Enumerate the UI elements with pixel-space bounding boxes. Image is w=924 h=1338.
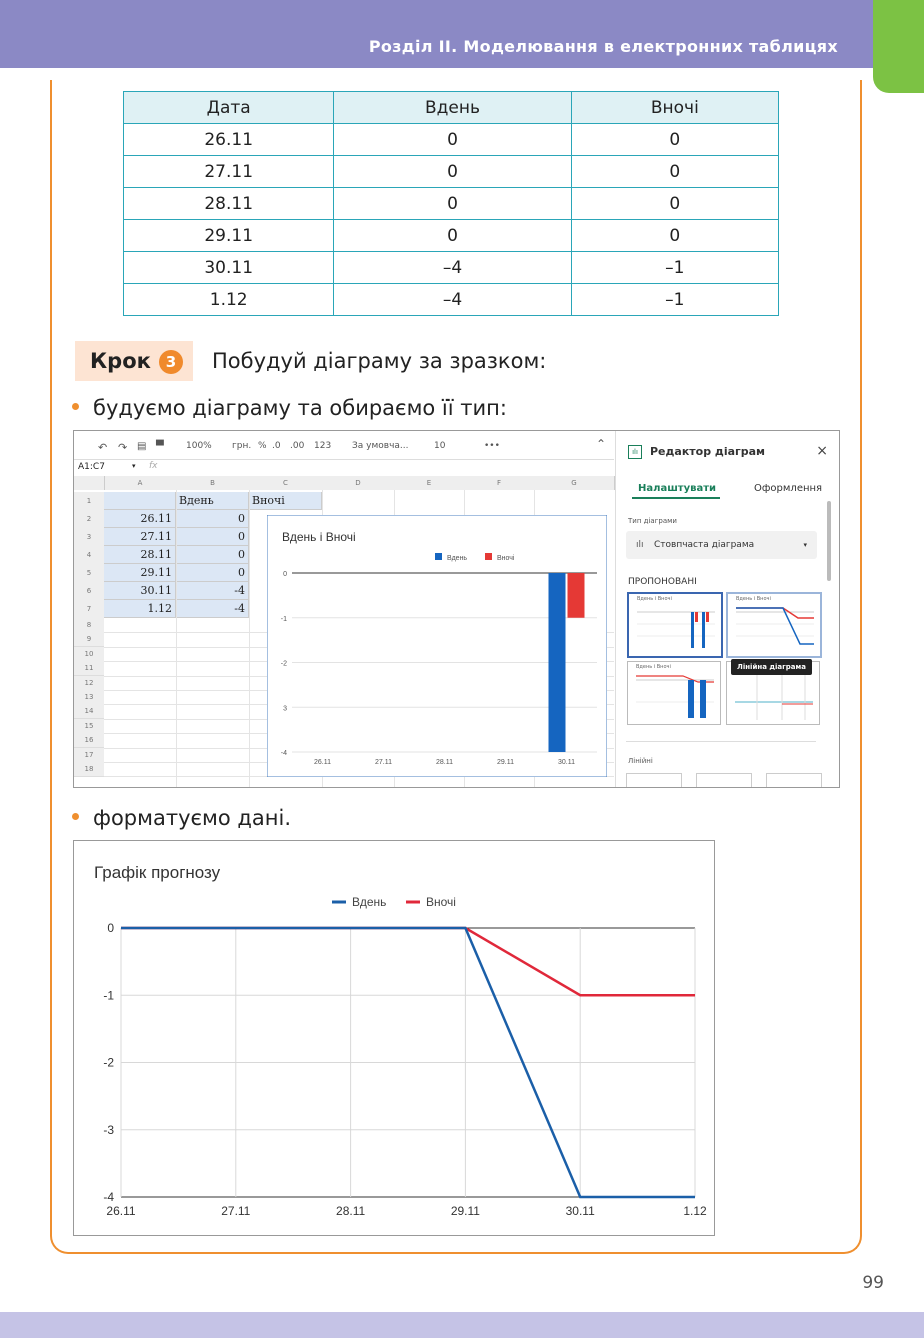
font-size-select[interactable]: 10 <box>434 441 446 451</box>
y-tick-label: 0 <box>283 571 287 578</box>
x-tick-label: 26.11 <box>106 1204 136 1218</box>
legend-label: Вдень <box>447 555 468 562</box>
paint-format-icon[interactable]: ▀ <box>156 441 164 452</box>
chart-grid <box>121 928 695 1197</box>
y-tick-label: -2 <box>280 660 287 668</box>
sheet-cell[interactable]: 27.11 <box>104 528 176 546</box>
editor-title: Редактор діаграм <box>650 445 766 458</box>
row-header[interactable]: 8 <box>74 618 104 633</box>
footer-bar <box>0 1312 924 1338</box>
x-tick-label: 30.11 <box>565 1204 595 1218</box>
legend-label: Вдень <box>352 895 387 909</box>
column-header[interactable]: F <box>464 476 535 490</box>
spreadsheet-screenshot <box>73 430 840 788</box>
formula-bar <box>74 459 614 477</box>
chevron-down-icon[interactable]: ▾ <box>132 462 136 470</box>
row-header[interactable]: 6 <box>74 582 104 601</box>
row-header[interactable]: 17 <box>74 748 104 763</box>
row-header[interactable]: 4 <box>74 546 104 565</box>
currency-button[interactable]: грн. <box>232 441 252 451</box>
chart-thumbnail-bar[interactable] <box>627 592 723 658</box>
sheet-toolbar <box>74 431 614 459</box>
row-header[interactable]: 13 <box>74 690 104 705</box>
y-tick-label: -2 <box>103 1055 114 1070</box>
table-row <box>124 124 779 156</box>
table-cell: 0 <box>571 124 778 156</box>
chevron-down-icon: ▾ <box>803 541 807 549</box>
x-tick-label: 27.11 <box>375 759 392 766</box>
x-tick-label: 29.11 <box>497 759 514 766</box>
sheet-cell[interactable]: 0 <box>176 528 249 546</box>
fx-icon: fx <box>149 461 158 471</box>
sheet-cell[interactable]: -4 <box>176 600 249 618</box>
table-header-row <box>124 92 779 124</box>
sheet-cell[interactable]: 26.11 <box>104 510 176 528</box>
y-tick-label: 0 <box>107 921 114 935</box>
close-icon[interactable]: × <box>816 443 828 459</box>
table-cell: 0 <box>571 156 778 188</box>
row-header[interactable]: 18 <box>74 762 104 777</box>
zoom-select[interactable]: 100% <box>186 441 212 451</box>
row-header[interactable]: 7 <box>74 600 104 619</box>
table-row <box>124 188 779 220</box>
row-header[interactable]: 11 <box>74 661 104 676</box>
y-tick-label: -3 <box>103 1122 114 1137</box>
column-header[interactable]: C <box>249 476 323 490</box>
suggested-label: ПРОПОНОВАНІ <box>628 577 697 587</box>
chart-thumbnail-small[interactable] <box>626 773 682 788</box>
tab-setup[interactable]: Налаштувати <box>638 483 717 494</box>
table-cell: 28.11 <box>124 188 334 220</box>
thumb-caption: Вдень і Вночі <box>636 664 671 670</box>
tab-style[interactable]: Оформлення <box>754 483 823 494</box>
sheet-cell[interactable]: Вдень <box>176 492 249 510</box>
active-tab-indicator <box>632 497 720 499</box>
row-header[interactable]: 12 <box>74 676 104 691</box>
percent-button[interactable]: % <box>258 441 267 451</box>
bullet-item <box>72 806 291 830</box>
bar-chart-icon: ılı <box>636 540 644 550</box>
x-tick-label: 28.11 <box>336 1204 366 1218</box>
chart-type-label: Тип діаграми <box>628 517 677 525</box>
collapse-icon[interactable]: ⌃ <box>596 437 607 451</box>
header-cell: Дата <box>124 92 334 124</box>
table-cell: 26.11 <box>124 124 334 156</box>
sheet-cell[interactable]: 0 <box>176 510 249 528</box>
column-header[interactable]: E <box>394 476 465 490</box>
x-tick-label: 29.11 <box>450 1204 480 1218</box>
redo-icon[interactable]: ↷ <box>118 441 128 454</box>
section-title: Розділ II. Моделювання в електронних таблицях <box>368 37 838 56</box>
row-header[interactable]: 16 <box>74 733 104 748</box>
row-header[interactable]: 5 <box>74 564 104 583</box>
column-header[interactable]: G <box>534 476 615 490</box>
table-cell: 29.11 <box>124 220 334 252</box>
legend-swatch <box>485 553 492 560</box>
more-button[interactable]: ••• <box>484 441 500 451</box>
x-tick-label: 30.11 <box>558 759 575 766</box>
table-cell: 0 <box>571 220 778 252</box>
header-cell: Вночі <box>571 92 778 124</box>
thumb-caption: Вдень і Вночі <box>736 596 771 602</box>
table-row <box>124 156 779 188</box>
print-icon[interactable]: ▤ <box>137 441 147 452</box>
sheet-cell[interactable] <box>104 492 176 510</box>
column-header[interactable]: A <box>104 476 177 490</box>
line-chart <box>74 841 714 1235</box>
sheet-cell[interactable]: 29.11 <box>104 564 176 582</box>
header-cell: Вдень <box>334 92 571 124</box>
chart-thumbnail-small[interactable] <box>696 773 752 788</box>
forecast-table <box>123 91 779 316</box>
x-tick-label: 1.12 <box>683 1204 707 1218</box>
row-header[interactable]: 14 <box>74 704 104 719</box>
sheet-cell[interactable]: 0 <box>176 546 249 564</box>
decrease-decimal-button[interactable]: .0 <box>272 441 281 451</box>
chart-axis-labels <box>103 921 707 1218</box>
step-badge <box>75 341 193 381</box>
table-row <box>124 220 779 252</box>
sheet-cell[interactable]: 28.11 <box>104 546 176 564</box>
row-header[interactable]: 10 <box>74 647 104 662</box>
chart-editor-panel <box>615 431 840 787</box>
increase-decimal-button[interactable]: .00 <box>290 441 305 451</box>
column-header[interactable]: B <box>176 476 250 490</box>
column-header[interactable]: D <box>322 476 395 490</box>
row-header[interactable]: 2 <box>74 510 104 529</box>
font-select[interactable]: За умовча... <box>352 441 409 451</box>
chart-title: Вдень і Вночі <box>282 530 356 544</box>
chart-thumbnail-combo[interactable] <box>627 661 721 725</box>
step-label: Крок <box>90 349 151 373</box>
series-line-night <box>121 928 695 995</box>
grid-line <box>176 490 177 788</box>
table-row <box>124 284 779 316</box>
divider <box>626 741 816 742</box>
table-row <box>124 252 779 284</box>
sheet-cell[interactable]: 0 <box>176 564 249 582</box>
name-box[interactable]: A1:C7 <box>78 462 105 472</box>
table-cell: 0 <box>334 156 571 188</box>
chart-type-tooltip: Лінійна діаграма <box>731 659 812 675</box>
line-section-label: Лінійні <box>628 757 653 765</box>
y-tick-label: -1 <box>103 988 114 1003</box>
bullet-dot <box>72 813 79 820</box>
line-chart-box <box>73 840 715 1236</box>
undo-icon[interactable]: ↶ <box>98 441 108 454</box>
row-header[interactable]: 3 <box>74 528 104 547</box>
sheet-cell[interactable]: 1.12 <box>104 600 176 618</box>
table-cell: 0 <box>334 220 571 252</box>
bar-chart <box>267 515 607 777</box>
sheet-corner[interactable] <box>74 476 105 490</box>
chart-icon: ılı <box>628 445 642 459</box>
number-format-button[interactable]: 123 <box>314 441 332 451</box>
sheet-cell[interactable]: 30.11 <box>104 582 176 600</box>
x-tick-label: 27.11 <box>221 1204 251 1218</box>
thumb-caption: Вдень і Вночі <box>637 596 672 602</box>
x-tick-label: 28.11 <box>436 759 453 766</box>
bullet-text: будуємо діаграму та обираємо її тип: <box>93 396 507 420</box>
legend-swatch <box>435 553 442 560</box>
sheet-cell[interactable]: -4 <box>176 582 249 600</box>
table-cell: 27.11 <box>124 156 334 188</box>
y-tick-label: -4 <box>103 1190 114 1204</box>
chart-legend <box>332 895 456 909</box>
legend-label: Вночі <box>497 555 515 562</box>
table-cell: –1 <box>571 284 778 316</box>
chart-type-value: Стовпчаста діаграма <box>654 540 755 550</box>
table-cell: –1 <box>571 252 778 284</box>
row-header[interactable]: 1 <box>74 492 104 511</box>
scrollbar[interactable] <box>827 501 831 581</box>
bullet-item <box>72 396 507 420</box>
table-cell: 0 <box>334 188 571 220</box>
sheet-cell[interactable]: Вночі <box>249 492 322 510</box>
row-header[interactable]: 9 <box>74 632 104 647</box>
chart-thumbnail-line[interactable] <box>726 592 822 658</box>
bar <box>549 573 566 752</box>
row-header[interactable]: 15 <box>74 719 104 734</box>
chart-thumbnail-small[interactable] <box>766 773 822 788</box>
chapter-tab <box>873 0 924 93</box>
header-bar <box>0 0 924 68</box>
y-tick-label: 3 <box>283 705 287 713</box>
step-instruction: Побудуй діаграму за зразком: <box>212 349 547 373</box>
legend-label: Вночі <box>426 895 456 909</box>
step-number: 3 <box>159 350 183 374</box>
table-cell: –4 <box>334 252 571 284</box>
chart-type-select[interactable] <box>626 531 817 559</box>
y-tick-label: -1 <box>280 615 287 623</box>
x-tick-label: 26.11 <box>314 759 331 766</box>
table-cell: 0 <box>571 188 778 220</box>
table-cell: 0 <box>334 124 571 156</box>
grid-line <box>249 490 250 788</box>
chart-title: Графік прогнозу <box>94 863 221 882</box>
table-cell: 30.11 <box>124 252 334 284</box>
table-cell: –4 <box>334 284 571 316</box>
table-cell: 1.12 <box>124 284 334 316</box>
page-number: 99 <box>862 1273 884 1293</box>
y-tick-label: -4 <box>280 750 287 757</box>
bar <box>568 573 585 618</box>
bullet-text: форматуємо дані. <box>93 806 292 830</box>
bullet-dot <box>72 403 79 410</box>
